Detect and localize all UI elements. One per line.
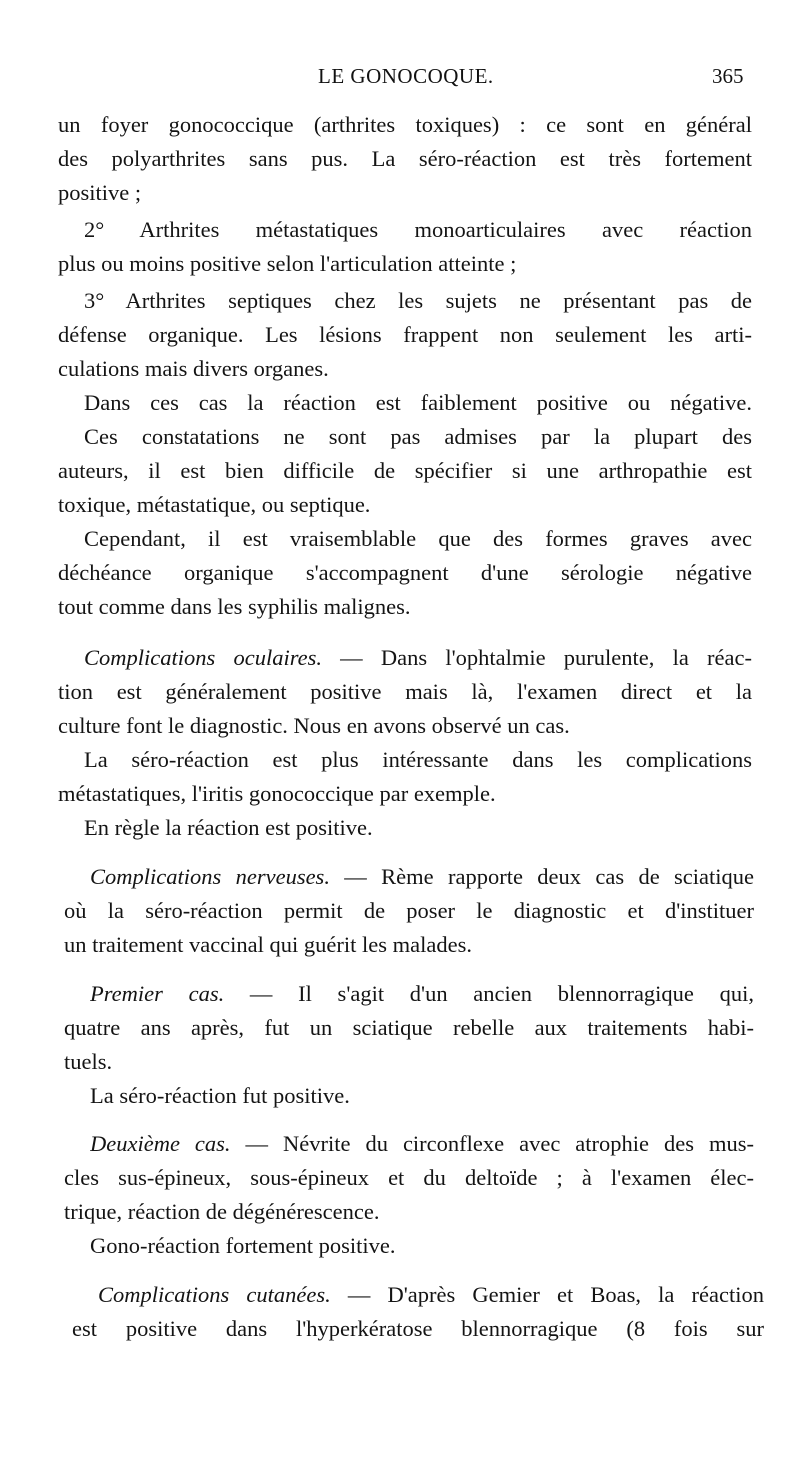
text-line: 2° Arthrites métastatiques monoarticulaires avec réaction — [84, 217, 752, 242]
text-line: où la séro-réaction permit de poser le diagnostic et d'instituer — [64, 898, 754, 923]
text-line: En règle la réaction est positive. — [84, 815, 373, 840]
text-line: est positive dans l'hyperkératose blennorragique (8 fois sur — [72, 1316, 764, 1341]
text-line: défense organique. Les lésions frappent non seulement les arti- — [58, 322, 752, 347]
running-head — [0, 64, 800, 96]
text-line: auteurs, il est bien difficile de spécifier si une arthropathie est — [58, 458, 752, 483]
section-heading: Complications nerveuses. — [90, 864, 330, 889]
text-line: un foyer gonococcique (arthrites toxiques) : ce sont en général — [58, 112, 752, 137]
text-line: métastatiques, l'iritis gonococcique par exemple. — [58, 781, 496, 806]
section-heading: Premier cas. — [90, 981, 225, 1006]
text-line: culture font le diagnostic. Nous en avons observé un cas. — [58, 713, 570, 738]
section-heading: Deuxième cas. — [90, 1131, 231, 1156]
page-number: 365 — [712, 64, 744, 88]
section-heading: Complications cutanées. — [98, 1282, 331, 1307]
section-heading: Complications oculaires. — [84, 645, 322, 670]
text-line: toxique, métastatique, ou septique. — [58, 492, 371, 517]
text-line: déchéance organique s'accompagnent d'une sérologie négative — [58, 560, 752, 585]
section-line: Complications cutanées. — D'après Gemier et Boas, la réaction — [98, 1282, 764, 1307]
text-line: La séro-réaction est plus intéressante dans les complications — [84, 747, 752, 772]
text-line: plus ou moins positive selon l'articulation atteinte ; — [58, 251, 517, 276]
text-line: tion est généralement positive mais là, l'examen direct et la — [58, 679, 752, 704]
section-line: Deuxième cas. — Névrite du circonflexe avec atrophie des mus- — [90, 1131, 754, 1156]
running-title: LE GONOCOQUE. — [318, 64, 494, 88]
text-line: trique, réaction de dégénérescence. — [64, 1199, 380, 1224]
text-line: Gono-réaction fortement positive. — [90, 1233, 396, 1258]
text-line: Dans ces cas la réaction est faiblement positive ou négative. — [84, 390, 752, 415]
text-line: un traitement vaccinal qui guérit les malades. — [64, 932, 472, 957]
section-line: Complications nerveuses. — Rème rapporte deux cas de sciatique — [90, 864, 754, 889]
text-line: des polyarthrites sans pus. La séro-réaction est très fortement — [58, 146, 752, 171]
text-line: quatre ans après, fut un sciatique rebelle aux traitements habi- — [64, 1015, 754, 1040]
text-line: cles sus-épineux, sous-épineux et du deltoïde ; à l'examen élec- — [64, 1165, 754, 1190]
section-line: Premier cas. — Il s'agit d'un ancien blennorragique qui, — [90, 981, 754, 1006]
text-line: positive ; — [58, 180, 142, 205]
text-line: La séro-réaction fut positive. — [90, 1083, 350, 1108]
text-line: tuels. — [64, 1049, 113, 1074]
section-line: Complications oculaires. — Dans l'ophtalmie purulente, la réac- — [84, 645, 752, 670]
text-line: Ces constatations ne sont pas admises par la plupart des — [84, 424, 752, 449]
text-line: Cependant, il est vraisemblable que des formes graves avec — [84, 526, 752, 551]
text-line: 3° Arthrites septiques chez les sujets ne présentant pas de — [84, 288, 752, 313]
text-line: culations mais divers organes. — [58, 356, 329, 381]
text-line: tout comme dans les syphilis malignes. — [58, 594, 411, 619]
